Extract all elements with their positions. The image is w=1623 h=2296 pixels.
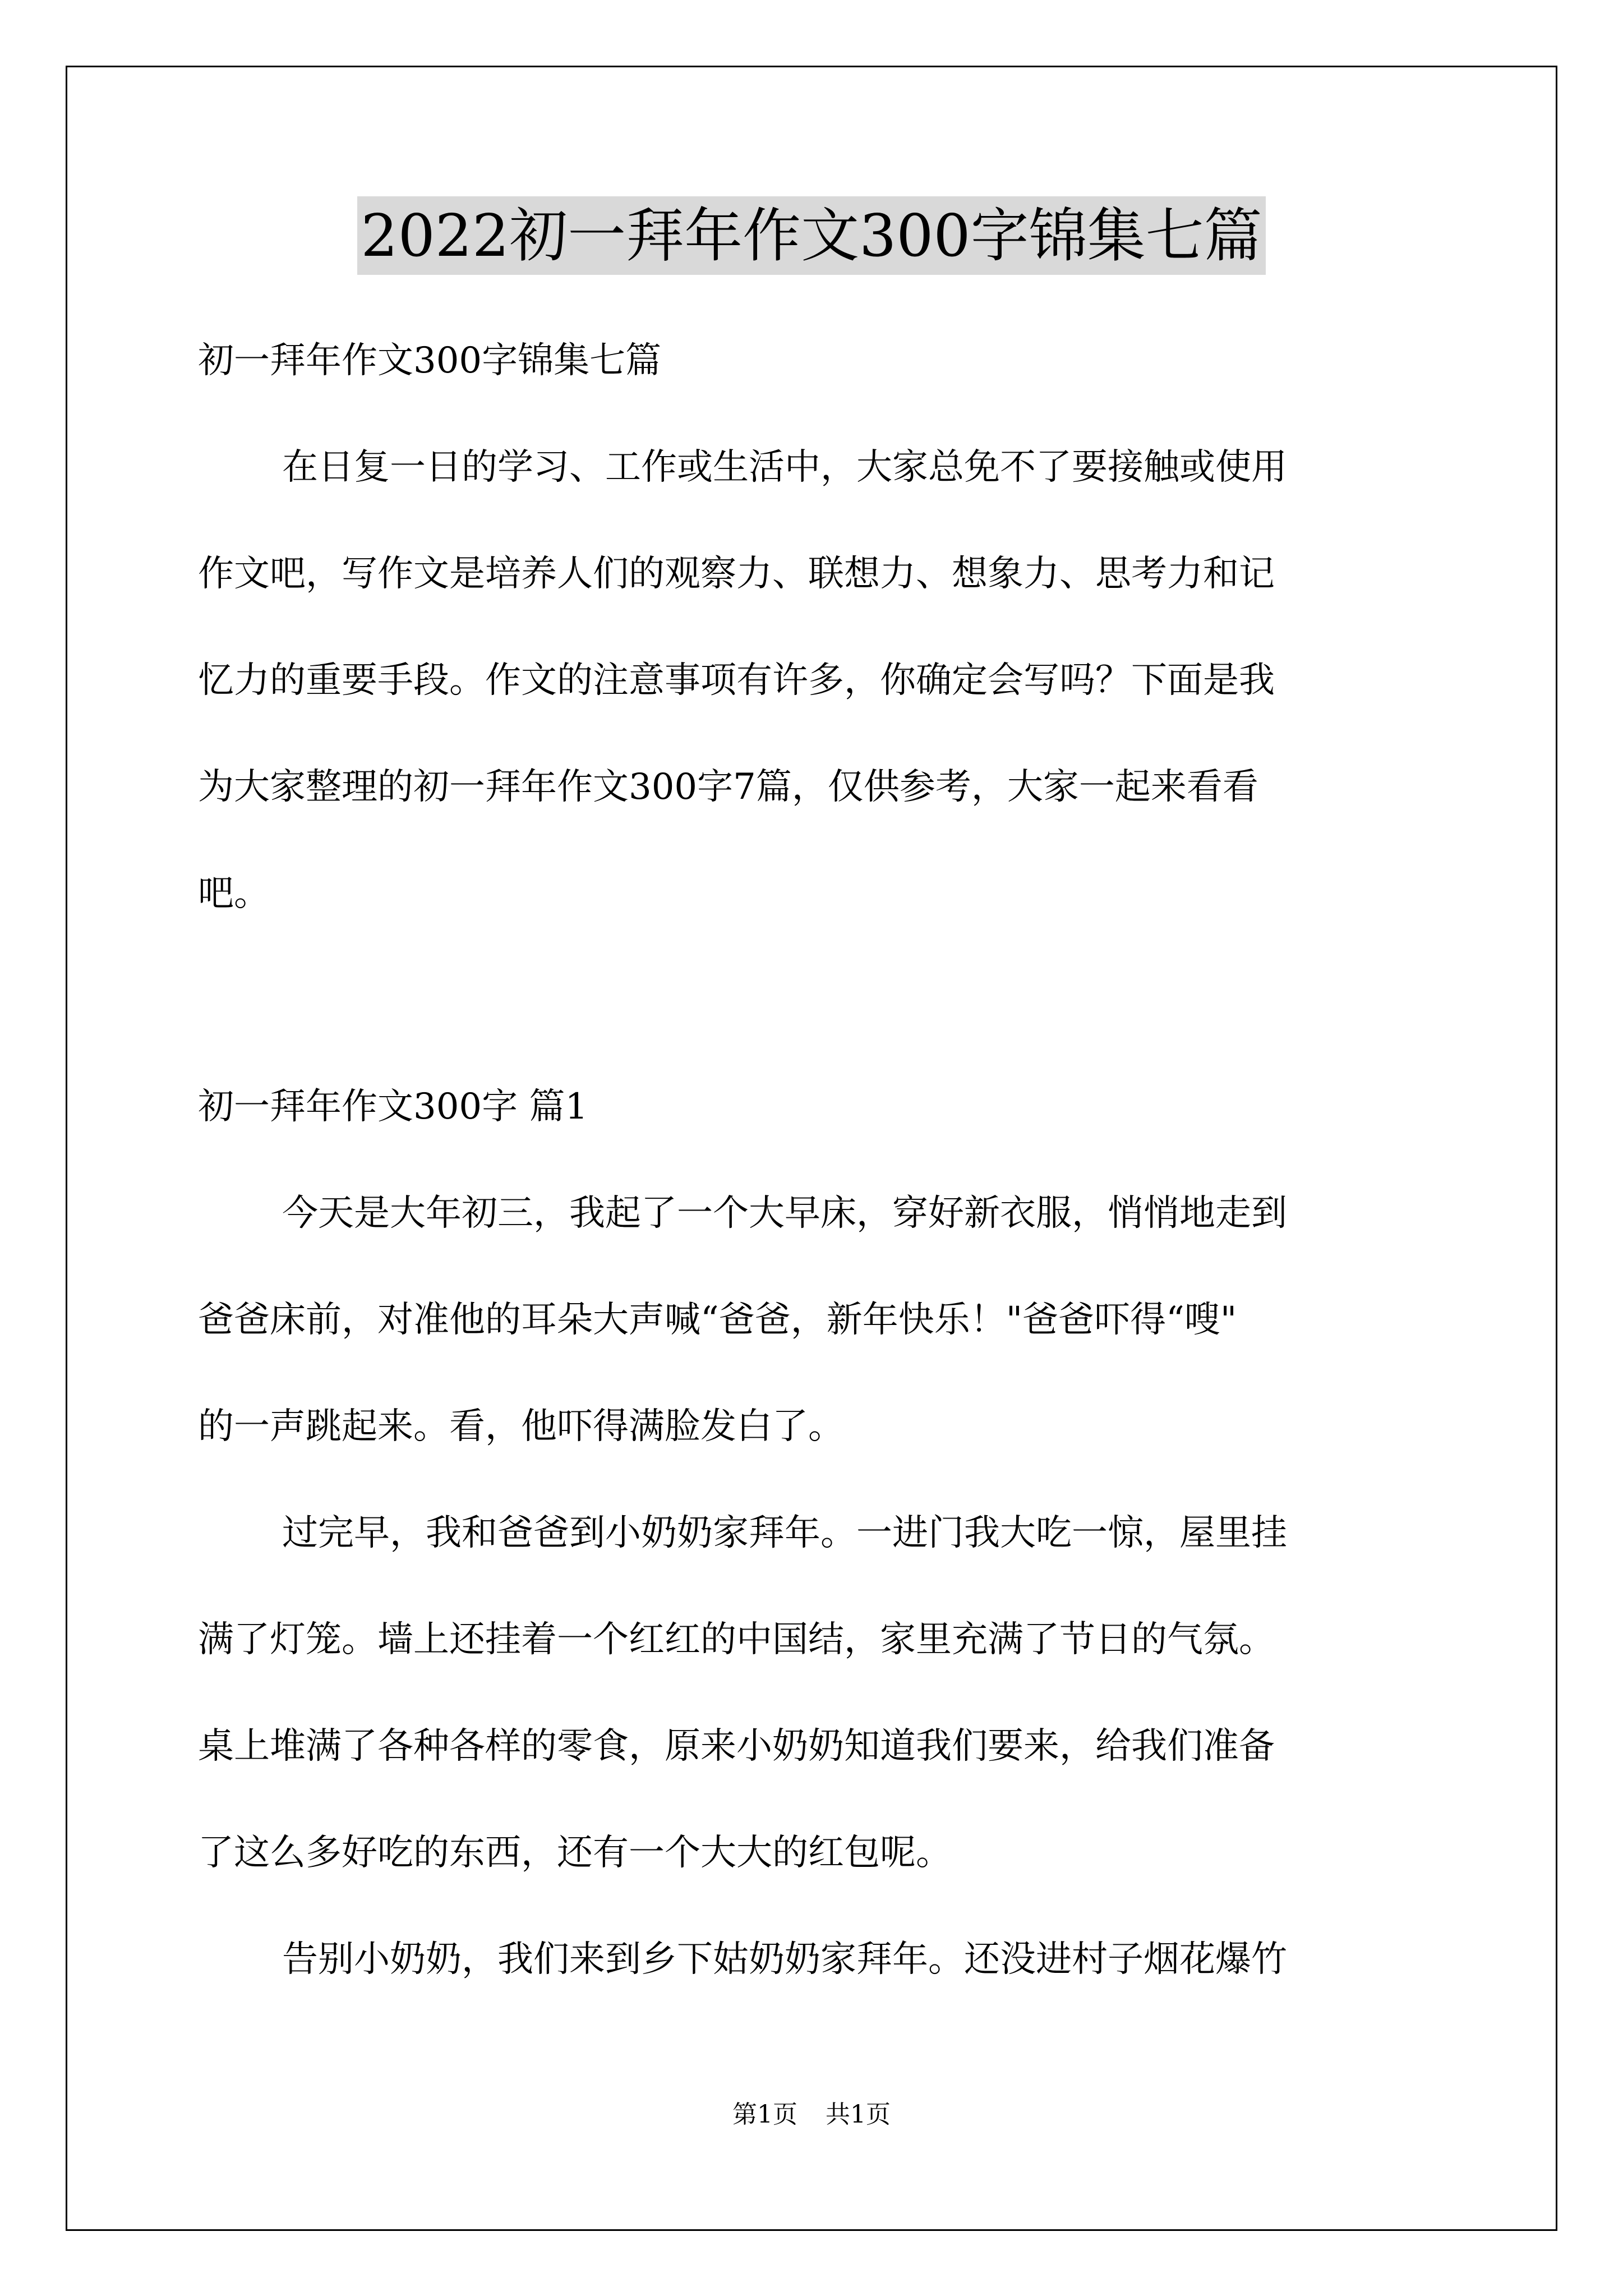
paragraph-line: 满了灯笼。墙上还挂着一个红红的中国结，家里充满了节日的气氛。	[198, 1619, 1275, 1660]
paragraph-gap	[198, 947, 1429, 1053]
paragraph-line: 的一声跳起来。看，他吓得满脸发白了。	[198, 1406, 844, 1447]
paragraph-line: 过完早，我和爸爸到小奶奶家拜年。一进门我大吃一惊，屋里挂	[282, 1512, 1287, 1554]
intro-line: 为大家整理的初一拜年作文300字7篇，仅供参考，大家一起来看看	[198, 766, 1258, 808]
page-number-total: 共1页	[826, 2100, 891, 2129]
paragraph-line: 桌上堆满了各种各样的零食，原来小奶奶知道我们要来，给我们准备	[198, 1726, 1275, 1767]
paragraph-line: 今天是大年初三，我起了一个大早床，穿好新衣服，悄悄地走到	[282, 1193, 1287, 1234]
intro-line: 忆力的重要手段。作文的注意事项有许多，你确定会写吗？下面是我	[198, 660, 1275, 701]
section-heading: 初一拜年作文300字 篇1	[198, 1086, 588, 1128]
paragraph-line: 了这么多好吃的东西，还有一个大大的红包呢。	[198, 1832, 952, 1874]
document-title: 2022初一拜年作文300字锦集七篇	[357, 196, 1265, 275]
intro-line: 作文吧，写作文是培养人们的观察力、联想力、想象力、思考力和记	[198, 553, 1275, 595]
page-footer	[0, 2098, 1623, 2132]
paragraph-line: 告别小奶奶，我们来到乡下姑奶奶家拜年。还没进村子烟花爆竹	[282, 1939, 1287, 1980]
title-container	[0, 196, 1623, 275]
page-number-current: 第1页	[732, 2100, 797, 2129]
intro-line: 吧。	[198, 873, 270, 914]
document-body	[198, 307, 1429, 2013]
paragraph-line: 爸爸床前，对准他的耳朵大声喊“爸爸，新年快乐！"爸爸吓得“嗖"	[198, 1299, 1237, 1341]
intro-line: 在日复一日的学习、工作或生活中，大家总免不了要接触或使用	[282, 447, 1287, 488]
subtitle: 初一拜年作文300字锦集七篇	[198, 340, 662, 381]
